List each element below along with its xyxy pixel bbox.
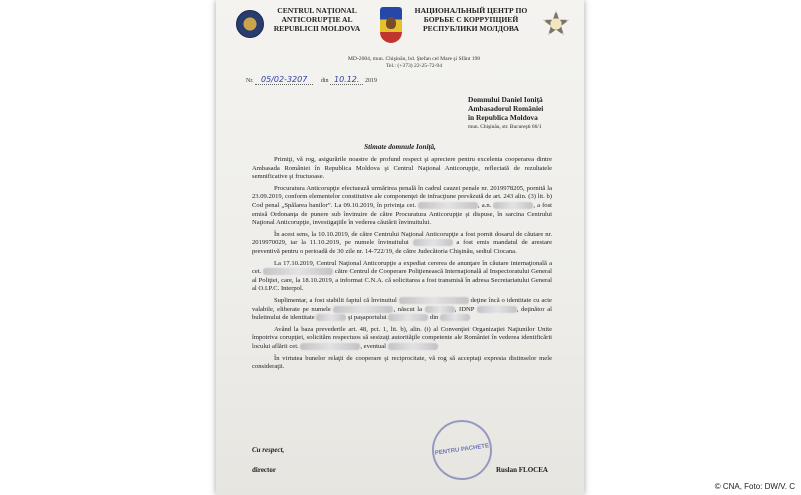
paragraph-5 xyxy=(252,297,552,323)
paragraph-4-text-a: La 17.10.2019, Centrul Naţional Anticorupţie a expediat cererea de anunţare în căutare internaţională a cet. xyxy=(252,259,552,276)
official-stamp: PENTRU PACHETE xyxy=(428,416,496,484)
redacted-idnp xyxy=(477,306,517,313)
header-address xyxy=(334,56,494,70)
paragraph-4-text-b: către Centrul de Cooperare Poliţienească Internaţională al Inspectoratului General al Poliţiei, care, la 18.10.2019, a informat C.N.A. că solicitarea a fost transmisă în adresa Secretariatului General al O.I.P.C. Interpol. xyxy=(252,268,552,293)
paragraph-4 xyxy=(252,260,552,294)
paragraph-2-text-b: , a.n. xyxy=(478,201,492,209)
star-badge-icon xyxy=(542,10,570,38)
paragraph-7: În virtutea bunelor relaţii de cooperare şi reciprocitate, vă rog să acceptaţi expresia distinselor mele consideraţii. xyxy=(252,354,552,371)
paragraph-6 xyxy=(252,326,552,352)
paragraph-6-text-a: Având la baza prevederile art. 48, pct. 1, lit. b), alin. (i) al Convenţiei Organizaţiei Naţiunilor Unite împotriva corupţiei, solicităm respectuos să sesizaţi autorităţile competente ale României în vederea identificării locului aflării cet. xyxy=(252,325,552,350)
phone-line: Tel.: (+373) 22-25-72-94 xyxy=(385,63,443,69)
paragraph-3-text-a: În acest sens, la 10.10.2019, de către Centrului Naţional Anticorupţie a fost pornit dosarul de căutare nr. 2019970029, iar la 11.10.2019, pe numele învinuitului xyxy=(252,230,552,247)
recipient-address: mun. Chişinău, str. Bucureşti 66/1 xyxy=(468,123,542,130)
reference-line xyxy=(246,75,377,84)
recipient-title: Ambasadorul României xyxy=(468,104,544,114)
paragraph-3-text-b: a fost emis mandatul de arestare preventivă pentru o perioadă de 30 zile nr. 14-722/19, de către Judecătoria Chişinău, sediul Ciocana. xyxy=(252,239,552,255)
photo-credit: © CNA, Foto: DW/V. C xyxy=(714,482,795,491)
paragraph-5-text-e: , deţinător al buletinului de identitate xyxy=(252,305,552,322)
redacted-passport xyxy=(388,314,428,321)
header-title-romanian: CENTRUL NAŢIONAL ANTICORUPŢIE AL REPUBLICII MOLDOVA xyxy=(273,6,361,33)
letter-body xyxy=(252,156,552,372)
paragraph-5-text-g: din xyxy=(429,314,439,322)
closing-respect: Cu respect, xyxy=(252,446,285,454)
paragraph-2 xyxy=(252,185,552,228)
paragraph-5-text-b: deţine încă o identitate cu acte valabile, eliberate pe numele xyxy=(252,296,552,313)
redacted-name xyxy=(300,343,360,350)
redacted-alias xyxy=(333,306,393,313)
recipient-name: Domnului Daniel Ioniţă xyxy=(468,95,543,104)
cna-emblem-icon xyxy=(236,10,264,38)
redacted-birthdate xyxy=(493,202,533,209)
redacted-name xyxy=(399,297,469,304)
header-title-russian: НАЦИОНАЛЬНЫЙ ЦЕНТР ПО БОРЬБЕ С КОРРУПЦИЕЙ РЕСПУБЛИКИ МОЛДОВА xyxy=(414,6,528,33)
year: 2019 xyxy=(364,78,377,84)
recipient-block xyxy=(468,95,578,132)
redacted-name xyxy=(418,202,478,209)
paragraph-5-text-d: , IDNP xyxy=(454,305,475,313)
recipient-country: în Republica Moldova xyxy=(468,113,538,123)
moldova-coat-of-arms-icon xyxy=(380,7,402,43)
redacted-id-card xyxy=(316,314,346,321)
redacted-date xyxy=(440,314,470,321)
paragraph-2-text-c: , a fost emisă Ordonanţa de punere sub învinuire de către Procuratura Anticorupţie şi dispuse, în sarcina Centrului Naţional Anticorupţie, investigaţiile în vederea căutării învinuitului. xyxy=(252,201,552,227)
salutation: Stimate domnule Ioniţă, xyxy=(364,143,436,151)
redacted-alias xyxy=(388,343,438,350)
paragraph-5-text-a: Suplimentar, a fost stabilit faptul că învinuitul xyxy=(274,296,397,304)
nr-value: 05/02-3207 xyxy=(255,75,313,85)
paragraph-3 xyxy=(252,231,552,257)
paragraph-5-text-c: , născut la xyxy=(393,305,423,313)
signer-name: Ruslan FLOCEA xyxy=(496,466,548,474)
address-line: MD-2004, mun. Chişinău, bd. Ştefan cel Mare şi Sfânt 198 xyxy=(347,56,481,62)
nr-label: Nr. xyxy=(246,78,254,84)
paragraph-2-text-a: Procuratura Anticorupţie efectuează urmărirea penală în cadrul cauzei penale nr. 2019978205, pornită la 23.09.2019, conform elementelor constitutive ale componenţei de infracţiune prevăzută de art. 243 alin. (3) lit. b) Cod penal „Spălarea banilor”. La 09.10.2019, în privinţa cet. xyxy=(252,184,552,209)
din-value: 10.12. xyxy=(330,75,363,85)
signer-position: director xyxy=(252,466,276,474)
din-label: din xyxy=(320,78,329,84)
paragraph-5-text-f: şi paşaportului xyxy=(347,314,387,322)
paragraph-6-text-b: , eventual xyxy=(360,342,386,350)
paragraph-1: Primiţi, vă rog, asigurările noastre de profund respect şi apreciere pentru excelenta cooperarea dintre Ambasada României în Republica Moldova şi Centrul Naţional Anticorupţie, reflectată de rezultatele semnificative şi fructuoase. xyxy=(252,156,552,181)
redacted-name xyxy=(263,268,333,275)
redacted-birthdate xyxy=(425,306,455,313)
redacted-name xyxy=(413,239,453,246)
letter-page xyxy=(216,0,584,495)
